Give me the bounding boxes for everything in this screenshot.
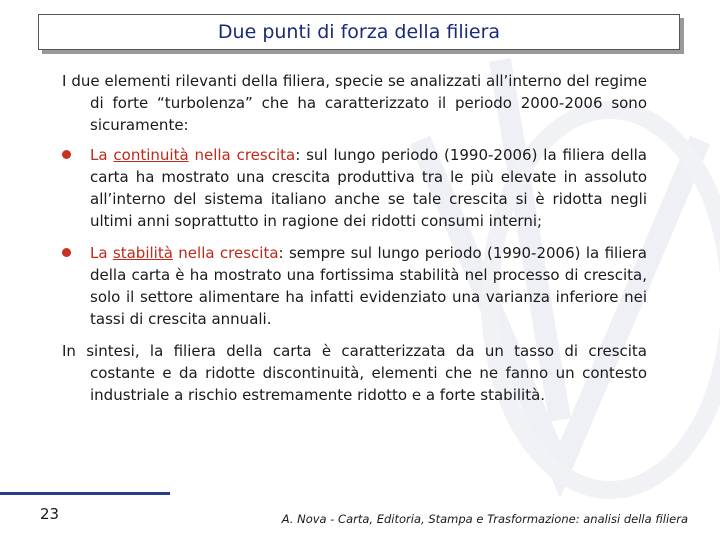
footer-divider: [0, 492, 170, 495]
bullet-list: [62, 144, 647, 330]
page-title: Due punti di forza della filiera: [217, 21, 501, 43]
bullet-item: [62, 144, 647, 232]
bullet-icon: [62, 248, 71, 257]
content-body: [62, 70, 647, 406]
bullet-text: : sul lungo periodo (1990-2006) la filiera della carta ha mostrato una crescita produttiva tra le più elevate in assoluto all’interno del sistema italiano anche se tale crescita si è ridotta negli ultimi anni soprattutto in ragione dei ridotti consumi interni;: [90, 146, 647, 230]
page-number: 23: [40, 505, 60, 523]
bullet-label: La continuità nella crescita: [90, 146, 296, 164]
summary-paragraph: In sintesi, la filiera della carta è caratterizzata da un tasso di crescita costante e da ridotte discontinuità, elementi che ne fanno un contesto industriale a rischio estremamente ridotto e a forte stabilità.: [62, 342, 647, 404]
bullet-label: La stabilità nella crescita: [90, 244, 279, 262]
footer-citation: A. Nova - Carta, Editoria, Stampa e Trasformazione: analisi della filiera: [281, 512, 688, 526]
title-box: [38, 14, 680, 50]
bullet-icon: [62, 150, 71, 159]
bullet-text: : sempre sul lungo periodo (1990-2006) la filiera della carta è ha mostrato una fortissima stabilità nel processo di crescita, solo il settore alimentare ha infatti evidenziato una varianza inferiore nei tassi di crescita annuali.: [90, 244, 647, 328]
intro-paragraph: I due elementi rilevanti della filiera, specie se analizzati all’interno del regime di forte “turbolenza” che ha caratterizzato il periodo 2000-2006 sono sicuramente:: [62, 72, 647, 134]
bullet-item: [62, 242, 647, 330]
